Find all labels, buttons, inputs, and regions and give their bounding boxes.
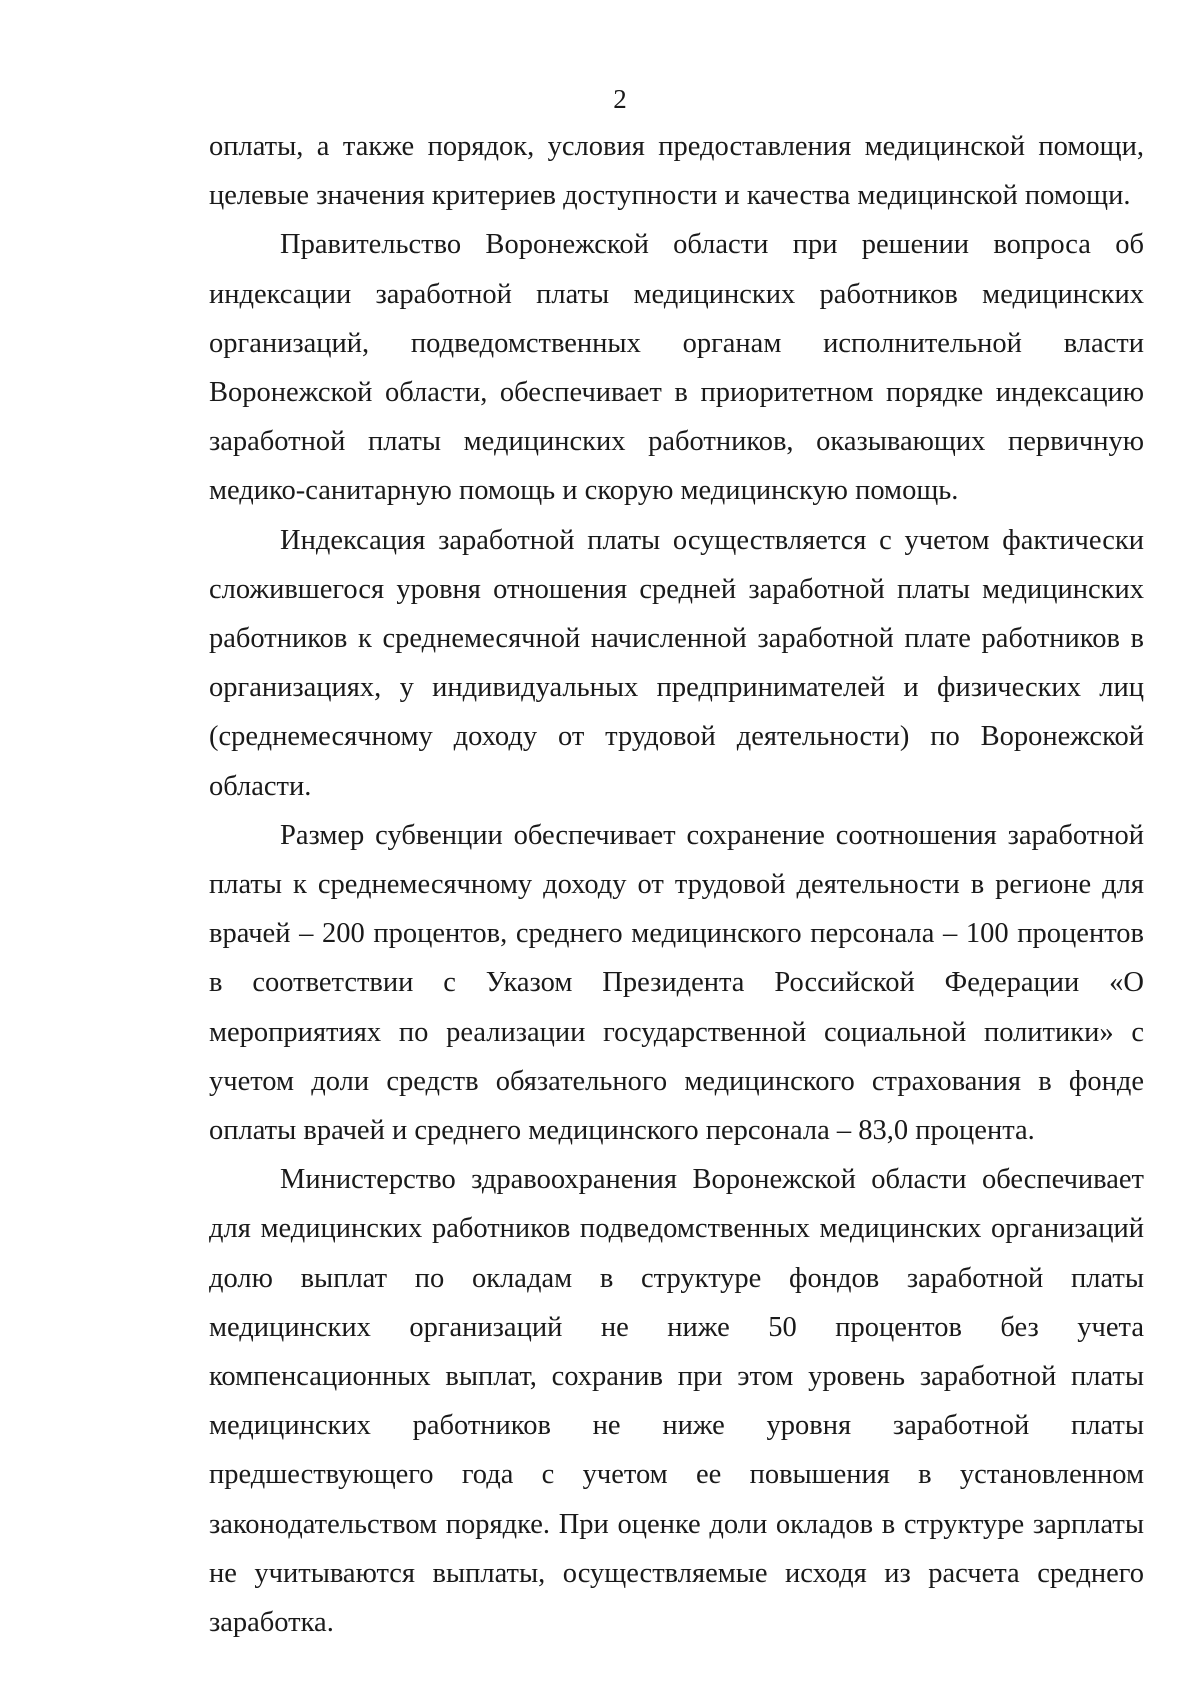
paragraph-ministry-salaries: Министерство здравоохранения Воронежской области обеспечивает для медицинских работников подведомственных медицинских организаций долю выплат по окладам в структуре фондов заработной платы медицинских организаций не ниже 50 процентов без учета компенсационных выплат, сохранив при этом уровень заработной платы медицинских работников не ниже уровня заработной платы предшествующего года с учетом ее повышения в установленном законодательством порядке. При оценке доли окладов в структуре зарплаты не учитываются выплаты, осуществляемые исходя из расчета среднего заработка. [209, 1164, 1144, 1639]
paragraph-salary-indexation: Индексация заработной платы осуществляется с учетом фактически сложившегося уровня отношения средней заработной платы медицинских работников к среднемесячной начисленной заработной плате работников в организациях, у индивидуальных предпринимателей и физических лиц (среднемесячному доходу от трудовой деятельности) по Воронежской области. [209, 524, 1144, 802]
page-number: 2 [613, 84, 627, 114]
document-body [209, 122, 1144, 1647]
paragraph-subvention-size: Размер субвенции обеспечивает сохранение соотношения заработной платы к среднемесячному доходу от трудовой деятельности в регионе для врачей – 200 процентов, среднего медицинского персонала – 100 процентов в соответствии с Указом Президента Российской Федерации «О мероприятиях по реализации государственной социальной политики» с учетом доли средств обязательного медицинского страхования в фонде оплаты врачей и среднего медицинского персонала – 83,0 процента. [209, 819, 1144, 1147]
paragraph-government-indexation: Правительство Воронежской области при решении вопроса об индексации заработной платы медицинских работников медицинских организаций, подведомственных органам исполнительной власти Воронежской области, обеспечивает в приоритетном порядке индексацию заработной платы медицинских работников, оказывающих первичную медико-санитарную помощь и скорую медицинскую помощь. [209, 229, 1144, 507]
paragraph-continuation: оплаты, а также порядок, условия предоставления медицинской помощи, целевые значения критериев доступности и качества медицинской помощи. [209, 131, 1144, 212]
